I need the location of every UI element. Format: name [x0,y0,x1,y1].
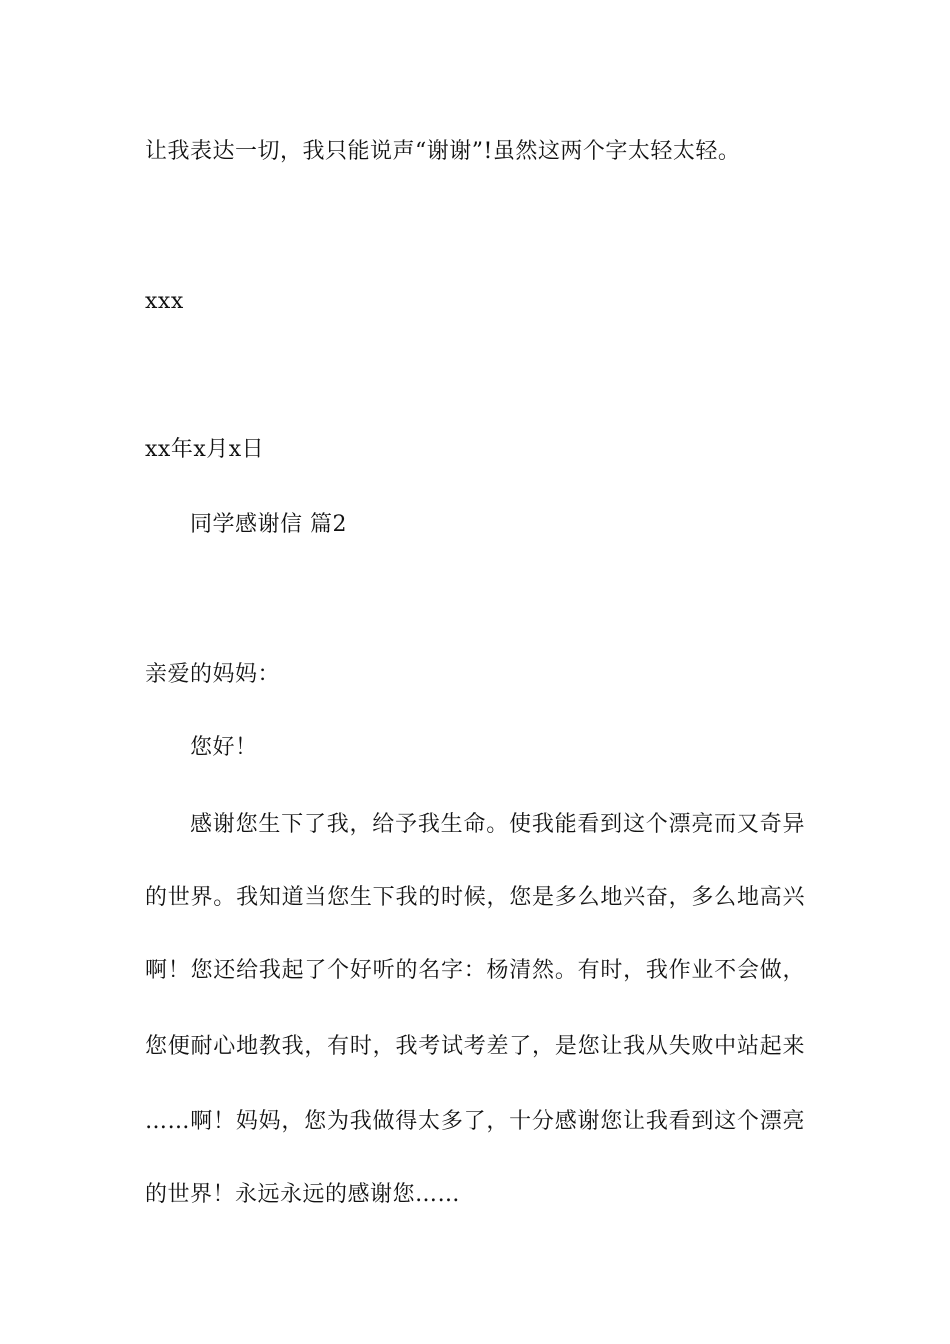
body-line-3: 啊！您还给我起了个好听的名字：杨清然。有时，我作业不会做， [145,958,805,983]
closing-paragraph: 让我表达一切，我只能说声“谢谢”!虽然这两个字太轻太轻。 [145,139,741,164]
body-line-1: 感谢您生下了我，给予我生命。使我能看到这个漂亮而又奇异 [190,812,805,837]
body-line-4: 您便耐心地教我，有时，我考试考差了，是您让我从失败中站起来 [145,1034,805,1059]
salutation: 亲爱的妈妈： [145,662,281,687]
date-line: xx年x月x日 [145,437,265,462]
section-title: 同学感谢信 篇2 [190,512,347,537]
signature: xxx [145,289,184,314]
body-line-5: ……啊！妈妈，您为我做得太多了，十分感谢您让我看到这个漂亮 [145,1109,805,1134]
body-line-6: 的世界！永远永远的感谢您…… [145,1182,461,1207]
body-line-2: 的世界。我知道当您生下我的时候，您是多么地兴奋，多么地高兴 [145,885,805,910]
greeting: 您好！ [190,735,258,760]
